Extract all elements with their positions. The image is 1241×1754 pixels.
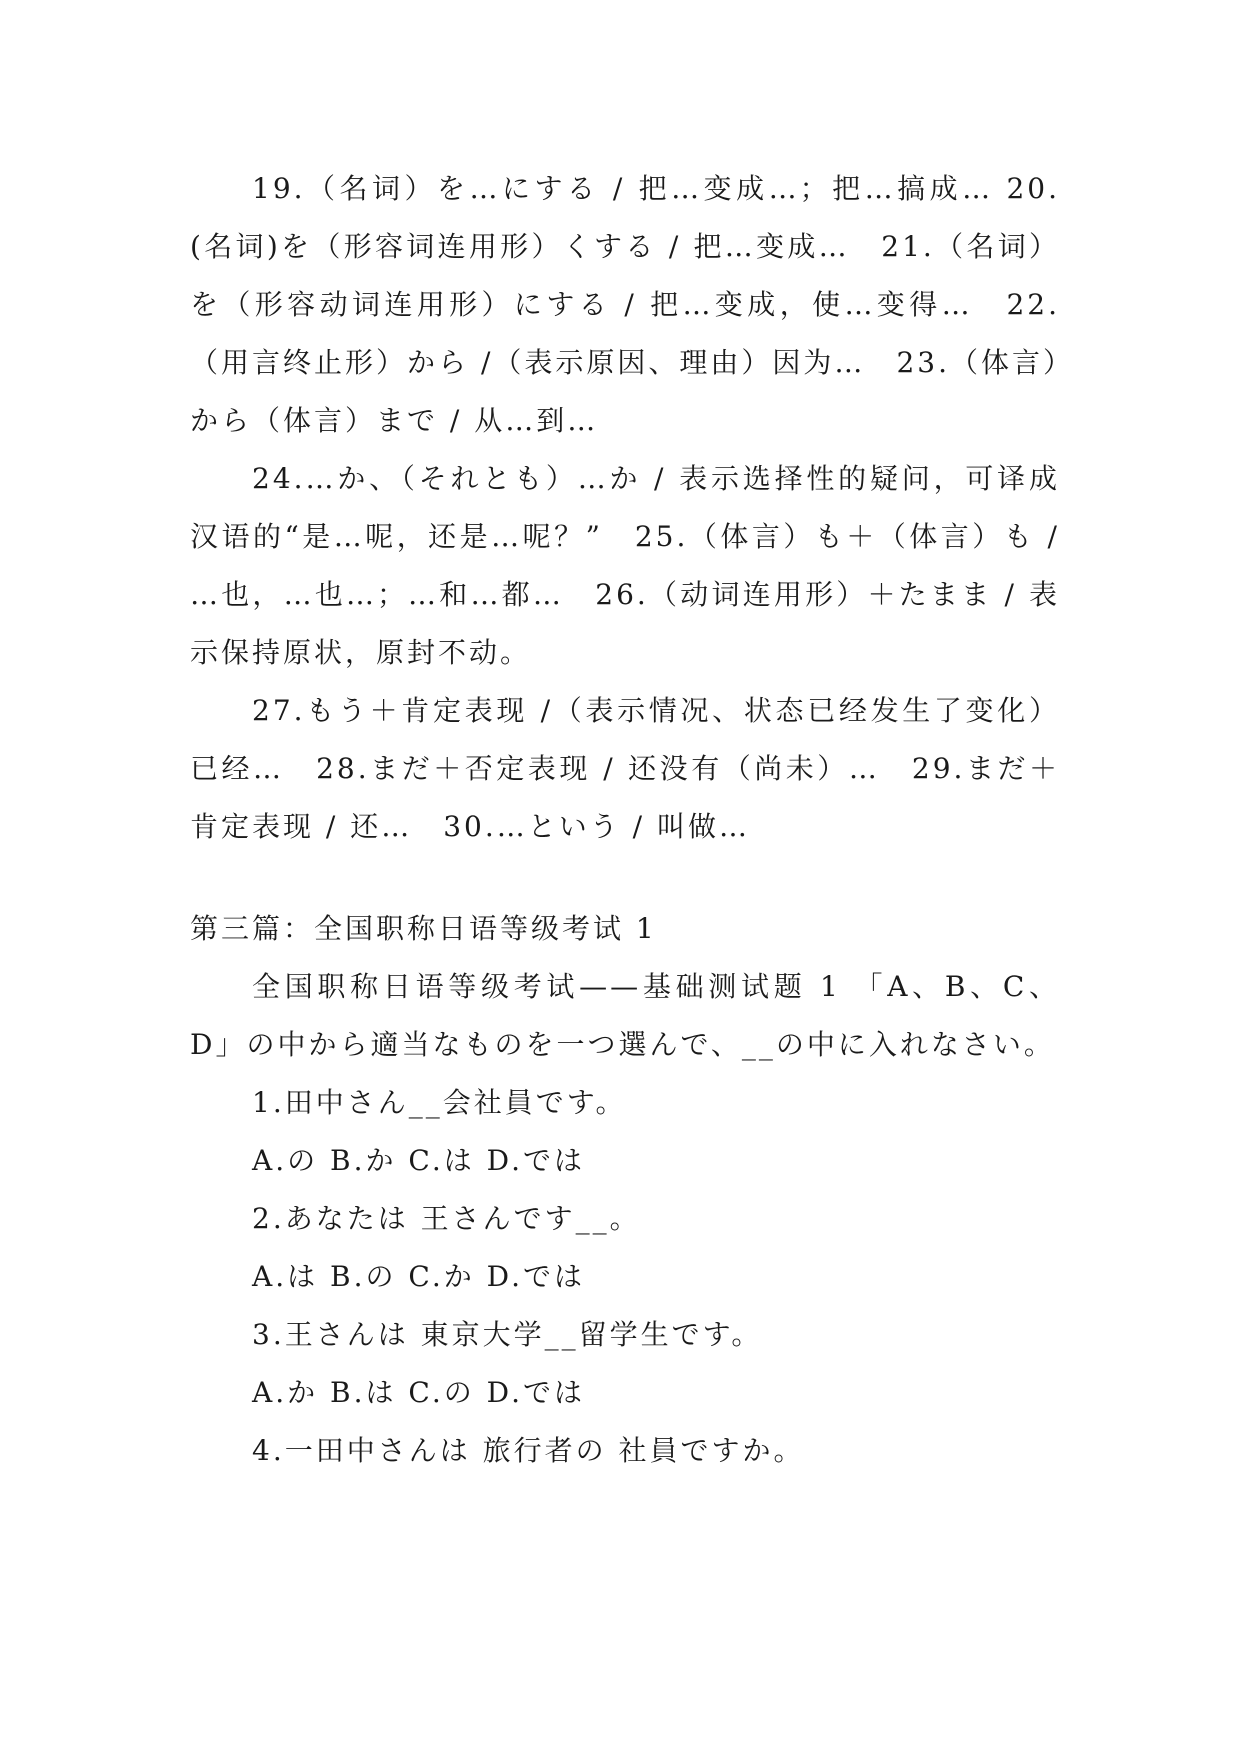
question-3-options: A.か B.は C.の D.では — [252, 1376, 585, 1409]
grammar-paragraph-27-30: 27.もう＋肯定表现 /（表示情况、状态已经发生了变化）已经… 28.まだ＋否定表现 / 还没有（尚未）… 29.まだ＋肯定表现 / 还… 30.…という / 叫做… — [190, 694, 1060, 843]
question-4: 4.一田中さんは 旅行者の 社員ですか。 — [252, 1434, 805, 1467]
document-body — [190, 160, 1060, 1480]
question-1: 1.田中さん__会社員です。 — [252, 1086, 627, 1119]
section-heading: 第三篇：全国职称日语等级考试 1 — [190, 912, 657, 945]
question-2: 2.あなたは 王さんです__。 — [252, 1202, 641, 1235]
question-2-options: A.は B.の C.か D.では — [252, 1260, 585, 1293]
question-3: 3.王さんは 東京大学__留学生です。 — [252, 1318, 763, 1351]
question-1-options: A.の B.か C.は D.では — [252, 1144, 585, 1177]
grammar-paragraph-24-26: 24.…か、（それとも）…か / 表示选择性的疑问，可译成汉语的“是…呢，还是…呢？” 25.（体言）も＋（体言）も / …也，…也…；…和…都… 26.（动词连用形）＋たまま / 表示保持原状，原封不动。 — [190, 462, 1060, 669]
exam-instructions: 全国职称日语等级考试——基础测试题 1 「A、B、C、D」の中から適当なものを一つ選んで、__の中に入れなさい。 — [190, 970, 1060, 1061]
grammar-paragraph-19-23: 19.（名词）を…にする / 把…变成…；把…搞成… 20.(名词)を（形容词连用形）くする / 把…变成… 21.（名词）を（形容动词连用形）にする / 把…变成，使…变得… 22.（用言终止形）から /（表示原因、理由）因为… 23.（体言）から（体言）まで / 从…到… — [190, 172, 1060, 437]
